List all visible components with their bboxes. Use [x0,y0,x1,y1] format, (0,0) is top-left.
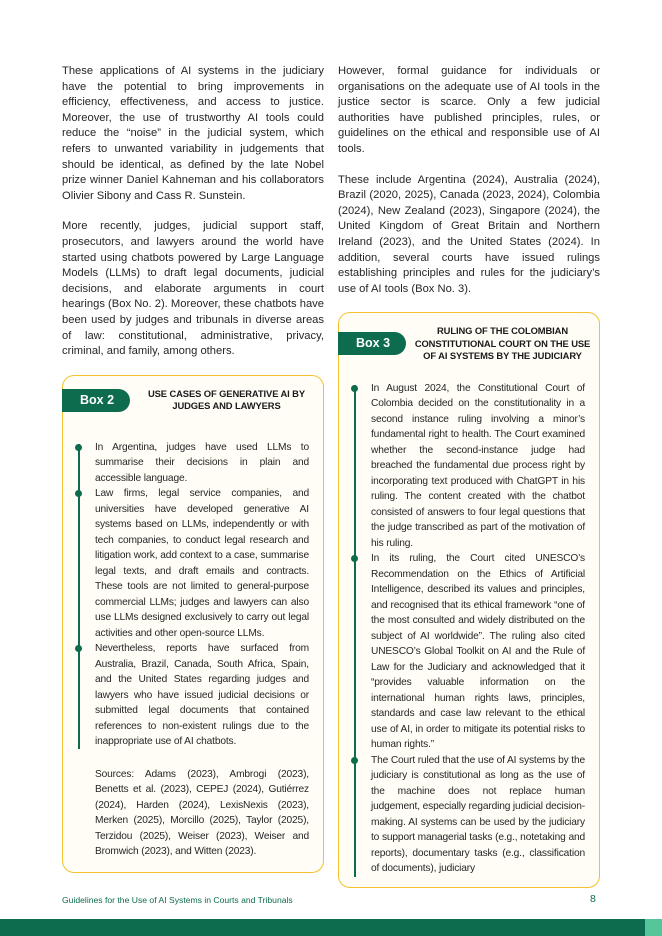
bullet-item [95,486,309,641]
box-header [63,376,323,413]
bullet-dot [351,555,358,562]
sources-note: Sources: Adams (2023), Ambrogi (2023), Benetts et al. (2023), CEPEJ (2024), Gutiérrez (2024), Harden (2024), LexisNexis (2023), Merken (2025), Morcillo (2025), Taylor (2025), Terzidou (2025), Weiser (2023), Weiser and Bromwich (2023), and Witten (2023). [95,768,309,857]
box-label: Box 3 [338,332,406,355]
bullet-text: The Court ruled that the use of AI systems by the judiciary is constitutional as long as the use of the machine does not replace human judgement, especially regarding judicial decision-making. AI systems can be used by the judiciary to support managerial tasks (e.g., notetaking and reports), documentary tasks (e.g., classification of documents), judiciary [371,754,585,875]
bullet-dot [351,385,358,392]
bullet-item [371,551,585,753]
box-header [339,313,599,362]
footer-accent [645,919,662,936]
box-body [339,381,599,877]
bullet-dot [75,444,82,451]
bullet-text: In Argentina, judges have used LLMs to summarise their decisions in plain and accessible language. [95,441,309,484]
bullet-item [95,641,309,750]
left-column [62,64,324,873]
bullet-text: Nevertheless, reports have surfaced from Australia, Brazil, Canada, South Africa, Spain, and the United States regarding judges and lawyers who have issued judicial decisions or submitted legal documents that contained references to non-existent rulings due to the inappropriate use of AI chatbots. [95,643,309,747]
bullet-dot [75,490,82,497]
body-paragraph: However, formal guidance for individuals or organisations on the adequate use of AI tools in the justice sector is scarce. Only a few judicial authorities have published principles, rules, or guidelines on the ethical and responsible use of AI tools. [338,65,600,155]
bullet-text: Law firms, legal service companies, and universities have developed generative AI systems based on LLMs, independently or with tech companies, to conduct legal research and litigation work, add context to a case, summarise legal texts, and draft emails and contracts. These tools are not limited to general-purpose commercial LLMs; judges and lawyers can also use LLMs designed exclusively to carry out legal activities and other open-source LLMs. [95,488,309,639]
footer-document-title: Guidelines for the Use of AI Systems in Courts and Tribunals [62,895,293,905]
box-body [63,440,323,860]
bullet-item [371,753,585,877]
bullet-dot [351,757,358,764]
bullet-item [95,440,309,487]
bullet-dot [75,645,82,652]
body-paragraph: More recently, judges, judicial support staff, prosecutors, and lawyers around the world have started using chatbots powered by Large Language Models (LLMs) to draft legal documents, judicial decisions, and elaborate arguments in court hearings (Box No. 2). Moreover, these chatbots have been used by judges and tribunals in diverse areas of law: constitutional, administrative, privacy, criminal, and family, among others. [62,220,324,358]
box-label: Box 2 [62,389,130,412]
box-2 [62,375,324,873]
body-paragraph: These applications of AI systems in the judiciary have the potential to bring improvements in efficiency, effectiveness, and access to justice. Moreover, the use of trustworthy AI tools could reduce the “noise” in the judicial system, which refers to unwanted variability in judgements that should be identical, as defined by the late Nobel prize winner Daniel Kahneman and his collaborators Olivier Sibony and Cass R. Sunstein. [62,65,324,202]
bullet-text: In its ruling, the Court cited UNESCO’s Recommendation on the Ethics of Artificial Intelligence, described its values and principles, and recognised that its ethical framework “one of the most consulted and widely distributed on the subject of AI worldwide”. The ruling also cited UNESCO’s Global Toolkit on AI and the Rule of Law for the Judiciary and acknowledged that it “provides valuable information on the international human rights laws, principles, standards and case law relevant to the ethical use of AI, in order to mitigate its potential risks to human rights.” [371,553,585,751]
body-paragraph: These include Argentina (2024), Australia (2024), Brazil (2020, 2025), Canada (2023, 2024), Colombia (2024), New Zealand (2023), Singapore (2024), the United Kingdom of Great Britain and Northern Ireland (2023), and the United States (2024). In addition, several courts have issued rulings establishing principles and rules for the judiciary’s use of AI tools (Box No. 3). [338,173,600,295]
box-title: RULING OF THE COLOMBIAN CONSTITUTIONAL COURT ON THE USE OF AI SYSTEMS BY THE JUDICIARY [414,325,591,362]
bullet-text: In August 2024, the Constitutional Court of Colombia decided on the constitutionality in a second instance ruling involving a minor’s fundamental right to health. The Court examined whether the second-instance judge had breached the fundamental due process right by incorporating text produced with ChatGPT in his ruling. The content created with the chatbot consisted of answers to four legal questions that the judge transcribed as part of the motivation of his ruling. [371,382,585,549]
page-number: 8 [590,893,596,905]
box-title: USE CASES OF GENERATIVE AI BY JUDGES AND LAWYERS [147,387,306,412]
bullet-connector-line [354,385,356,877]
bullet-item [371,381,585,552]
right-column [338,64,600,888]
box-3 [338,312,600,888]
footer-bar [0,919,645,936]
